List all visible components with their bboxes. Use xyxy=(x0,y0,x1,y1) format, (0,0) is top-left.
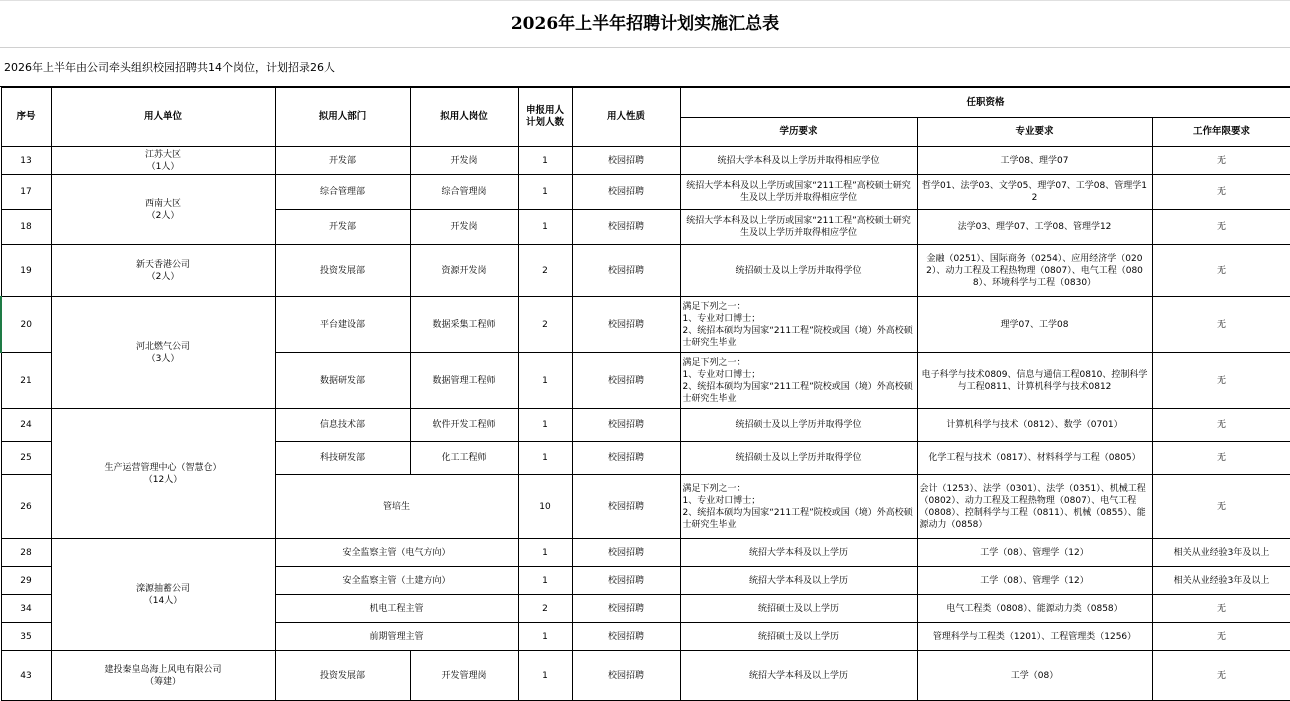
cell-nature[interactable]: 校园招聘 xyxy=(572,409,680,442)
cell-post[interactable]: 开发管理岗 xyxy=(410,651,518,701)
cell-nature[interactable]: 校园招聘 xyxy=(572,210,680,245)
table-row xyxy=(1,297,1290,353)
cell-dept[interactable]: 科技研发部 xyxy=(275,442,410,475)
cell-count[interactable]: 1 xyxy=(518,175,572,210)
cell-seq[interactable]: 29 xyxy=(1,567,51,595)
cell-dept[interactable]: 信息技术部 xyxy=(275,409,410,442)
header-years[interactable]: 工作年限要求 xyxy=(1152,118,1290,147)
cell-seq[interactable]: 43 xyxy=(1,651,51,701)
cell-count[interactable]: 1 xyxy=(518,409,572,442)
cell-dept[interactable]: 前期管理主管 xyxy=(275,623,518,651)
cell-post[interactable]: 软件开发工程师 xyxy=(410,409,518,442)
cell-post[interactable]: 数据管理工程师 xyxy=(410,353,518,409)
cell-major[interactable]: 工学08、理学07 xyxy=(917,147,1152,175)
header-dept[interactable]: 拟用人部门 xyxy=(275,88,410,147)
cell-count[interactable]: 1 xyxy=(518,210,572,245)
cell-post[interactable]: 开发岗 xyxy=(410,210,518,245)
cell-years[interactable]: 无 xyxy=(1152,651,1290,701)
cell-count[interactable]: 2 xyxy=(518,595,572,623)
cell-dept[interactable]: 机电工程主管 xyxy=(275,595,518,623)
cell-post[interactable]: 化工工程师 xyxy=(410,442,518,475)
cell-nature[interactable]: 校园招聘 xyxy=(572,297,680,353)
cell-unit[interactable]: 建投秦皇岛海上风电有限公司 （筹建） xyxy=(51,651,275,701)
cell-dept[interactable]: 管培生 xyxy=(275,475,518,539)
cell-major[interactable]: 金融（0251）、国际商务（0254）、应用经济学（0202）、动力工程及工程热物理（0807）、电气工程（0808）、环境科学与工程（0830） xyxy=(917,245,1152,297)
cell-count[interactable]: 1 xyxy=(518,442,572,475)
cell-nature[interactable]: 校园招聘 xyxy=(572,245,680,297)
cell-post[interactable]: 数据采集工程师 xyxy=(410,297,518,353)
cell-education[interactable]: 统招大学本科及以上学历 xyxy=(680,539,917,567)
cell-unit[interactable]: 江苏大区 （1人） xyxy=(51,147,275,175)
cell-education[interactable]: 统招大学本科及以上学历或国家“211工程”高校硕士研究生及以上学历并取得相应学位 xyxy=(680,210,917,245)
cell-count[interactable]: 1 xyxy=(518,147,572,175)
cell-years[interactable]: 相关从业经验3年及以上 xyxy=(1152,567,1290,595)
cell-dept[interactable]: 安全监察主管（电气方向） xyxy=(275,539,518,567)
cell-nature[interactable]: 校园招聘 xyxy=(572,623,680,651)
cell-seq[interactable]: 26 xyxy=(1,475,51,539)
cell-seq[interactable]: 18 xyxy=(1,210,51,245)
cell-seq[interactable]: 34 xyxy=(1,595,51,623)
header-seq[interactable]: 序号 xyxy=(1,88,51,147)
cell-nature[interactable]: 校园招聘 xyxy=(572,567,680,595)
cell-major[interactable]: 管理科学与工程类（1201）、工程管理类（1256） xyxy=(917,623,1152,651)
cell-nature[interactable]: 校园招聘 xyxy=(572,175,680,210)
cell-years[interactable]: 无 xyxy=(1152,623,1290,651)
cell-major[interactable]: 化学工程与技术（0817）、材料科学与工程（0805） xyxy=(917,442,1152,475)
cell-seq[interactable]: 19 xyxy=(1,245,51,297)
cell-nature[interactable]: 校园招聘 xyxy=(572,651,680,701)
cell-unit[interactable]: 西南大区 （2人） xyxy=(51,175,275,245)
cell-nature[interactable]: 校园招聘 xyxy=(572,353,680,409)
cell-dept[interactable]: 开发部 xyxy=(275,147,410,175)
cell-dept[interactable]: 安全监察主管（土建方向） xyxy=(275,567,518,595)
cell-count[interactable]: 1 xyxy=(518,353,572,409)
cell-education[interactable]: 统招硕士及以上学历 xyxy=(680,623,917,651)
cell-education[interactable]: 统招硕士及以上学历并取得学位 xyxy=(680,245,917,297)
cell-dept[interactable]: 投资发展部 xyxy=(275,651,410,701)
header-major[interactable]: 专业要求 xyxy=(917,118,1152,147)
header-unit[interactable]: 用人单位 xyxy=(51,88,275,147)
table-row xyxy=(1,147,1290,175)
cell-years[interactable]: 无 xyxy=(1152,175,1290,210)
cell-education[interactable]: 满足下列之一： 1、专业对口博士； 2、统招本硕均为国家“211工程”院校或国（境）外高校硕士研究生毕业 xyxy=(680,297,917,353)
cell-major[interactable]: 电子科学与技术0809、信息与通信工程0810、控制科学与工程0811、计算机科学与技术0812 xyxy=(917,353,1152,409)
cell-nature[interactable]: 校园招聘 xyxy=(572,539,680,567)
cell-education[interactable]: 统招硕士及以上学历 xyxy=(680,595,917,623)
cell-years[interactable]: 无 xyxy=(1152,297,1290,353)
table-row xyxy=(1,175,1290,210)
cell-major[interactable]: 工学（08）、管理学（12） xyxy=(917,567,1152,595)
table-row xyxy=(1,539,1290,567)
header-education[interactable]: 学历要求 xyxy=(680,118,917,147)
cell-seq[interactable]: 28 xyxy=(1,539,51,567)
cell-nature[interactable]: 校园招聘 xyxy=(572,595,680,623)
cell-years[interactable]: 无 xyxy=(1152,475,1290,539)
cell-seq[interactable]: 20 xyxy=(1,297,51,353)
cell-education[interactable]: 统招硕士及以上学历并取得学位 xyxy=(680,409,917,442)
cell-dept[interactable]: 平台建设部 xyxy=(275,297,410,353)
cell-nature[interactable]: 校园招聘 xyxy=(572,147,680,175)
cell-major[interactable]: 工学（08） xyxy=(917,651,1152,701)
cell-major[interactable]: 计算机科学与技术（0812）、数学（0701） xyxy=(917,409,1152,442)
cell-post[interactable]: 资源开发岗 xyxy=(410,245,518,297)
cell-unit[interactable]: 生产运营管理中心（智慧仓） （12人） xyxy=(51,409,275,539)
table-row xyxy=(1,651,1290,701)
cell-years[interactable]: 无 xyxy=(1152,595,1290,623)
cell-years[interactable]: 相关从业经验3年及以上 xyxy=(1152,539,1290,567)
cell-count[interactable]: 2 xyxy=(518,245,572,297)
header-count[interactable]: 申报用人 计划人数 xyxy=(518,88,572,147)
page-title: 2026年上半年招聘计划实施汇总表 xyxy=(0,0,1290,48)
cell-education[interactable]: 统招大学本科及以上学历 xyxy=(680,651,917,701)
table-row xyxy=(1,245,1290,297)
cell-seq[interactable]: 35 xyxy=(1,623,51,651)
cell-major[interactable]: 法学03、理学07、工学08、管理学12 xyxy=(917,210,1152,245)
cell-dept[interactable]: 综合管理部 xyxy=(275,175,410,210)
cell-dept[interactable]: 开发部 xyxy=(275,210,410,245)
cell-years[interactable]: 无 xyxy=(1152,442,1290,475)
cell-major[interactable]: 电气工程类（0808）、能源动力类（0858） xyxy=(917,595,1152,623)
cell-major[interactable]: 工学（08）、管理学（12） xyxy=(917,539,1152,567)
header-qualification[interactable]: 任职资格 xyxy=(680,88,1290,118)
cell-education[interactable]: 统招硕士及以上学历并取得学位 xyxy=(680,442,917,475)
header-nature[interactable]: 用人性质 xyxy=(572,88,680,147)
header-post[interactable]: 拟用人岗位 xyxy=(410,88,518,147)
cell-years[interactable]: 无 xyxy=(1152,210,1290,245)
cell-seq[interactable]: 24 xyxy=(1,409,51,442)
cell-count[interactable]: 2 xyxy=(518,297,572,353)
cell-count[interactable]: 1 xyxy=(518,567,572,595)
cell-years[interactable]: 无 xyxy=(1152,409,1290,442)
recruitment-table xyxy=(0,87,1290,701)
cell-major[interactable]: 理学07、工学08 xyxy=(917,297,1152,353)
cell-education[interactable]: 统招大学本科及以上学历 xyxy=(680,567,917,595)
cell-nature[interactable]: 校园招聘 xyxy=(572,475,680,539)
cell-education[interactable]: 满足下列之一： 1、专业对口博士； 2、统招本硕均为国家“211工程”院校或国（境）外高校硕士研究生毕业 xyxy=(680,475,917,539)
cell-education[interactable]: 统招大学本科及以上学历或国家“211工程”高校硕士研究生及以上学历并取得相应学位 xyxy=(680,175,917,210)
cell-seq[interactable]: 25 xyxy=(1,442,51,475)
cell-unit[interactable]: 河北燃气公司 （3人） xyxy=(51,297,275,409)
cell-education[interactable]: 满足下列之一： 1、专业对口博士； 2、统招本硕均为国家“211工程”院校或国（境）外高校硕士研究生毕业 xyxy=(680,353,917,409)
cell-seq[interactable]: 17 xyxy=(1,175,51,210)
cell-years[interactable]: 无 xyxy=(1152,353,1290,409)
summary-line: 2026年上半年由公司牵头组织校园招聘共14个岗位，计划招录26人 xyxy=(0,48,1290,87)
cell-nature[interactable]: 校园招聘 xyxy=(572,442,680,475)
cell-seq[interactable]: 13 xyxy=(1,147,51,175)
cell-dept[interactable]: 数据研发部 xyxy=(275,353,410,409)
cell-count[interactable]: 1 xyxy=(518,623,572,651)
cell-count[interactable]: 1 xyxy=(518,651,572,701)
cell-major[interactable]: 哲学01、法学03、文学05、理学07、工学08、管理学12 xyxy=(917,175,1152,210)
cell-post[interactable]: 开发岗 xyxy=(410,147,518,175)
table-row xyxy=(1,409,1290,442)
cell-education[interactable]: 统招大学本科及以上学历并取得相应学位 xyxy=(680,147,917,175)
cell-count[interactable]: 10 xyxy=(518,475,572,539)
cell-post[interactable]: 综合管理岗 xyxy=(410,175,518,210)
cell-years[interactable]: 无 xyxy=(1152,147,1290,175)
cell-unit[interactable]: 新天香港公司 （2人） xyxy=(51,245,275,297)
cell-unit[interactable]: 滦源抽蓄公司 （14人） xyxy=(51,539,275,651)
cell-dept[interactable]: 投资发展部 xyxy=(275,245,410,297)
cell-seq[interactable]: 21 xyxy=(1,353,51,409)
cell-years[interactable]: 无 xyxy=(1152,245,1290,297)
cell-major[interactable]: 会计（1253）、法学（0301）、法学（0351）、机械工程（0802）、动力工程及工程热物理（0807）、电气工程（0808）、控制科学与工程（0811）、机械（0855）、能源动力（0858） xyxy=(917,475,1152,539)
cell-count[interactable]: 1 xyxy=(518,539,572,567)
